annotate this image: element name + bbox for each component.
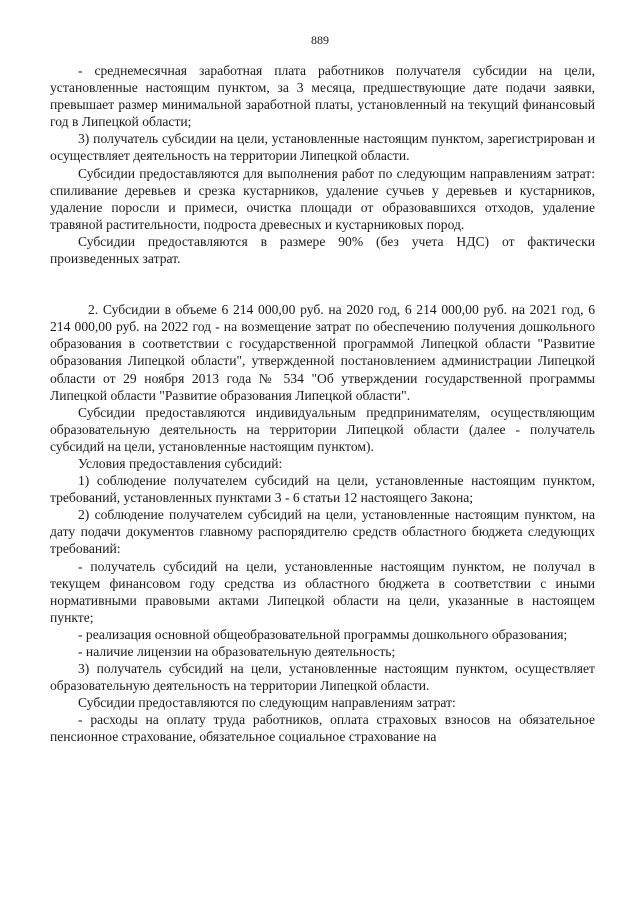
paragraph-condition-3: 3) получатель субсидий на цели, установленные настоящим пунктом, осуществляет образовательную деятельность на территории Липецкой области. [50, 661, 595, 694]
paragraph-recipients: Субсидии предоставляются индивидуальным предпринимателям, осуществляющим образовательную деятельность на территории Липецкой области (далее - получатель субсидий на цели, установленные настоящим пунктом). [50, 404, 595, 454]
page-number: 889 [311, 33, 329, 47]
document-body [50, 62, 595, 746]
paragraph-condition-2: 2) соблюдение получателем субсидий на цели, установленные настоящим пунктом, на дату подачи документов главному распорядителю средств областного бюджета следующих требований: [50, 507, 595, 557]
paragraph-subsidy-amount: Субсидии предоставляются в размере 90% (без учета НДС) от фактически произведенных затрат. [50, 233, 595, 267]
paragraph-registration-condition: 3) получатель субсидии на цели, установленные настоящим пунктом, зарегистрирован и осуществляет деятельность на территории Липецкой области. [50, 131, 595, 164]
paragraph-average-salary-condition: - среднемесячная заработная плата работников получателя субсидии на цели, установленные настоящим пунктом, за 3 месяца, предшествующие дате подачи заявки, превышает размер минимальной заработной платы, установленный на текущий финансовый год в Липецкой области; [50, 63, 595, 130]
paragraph-condition-1: 1) соблюдение получателем субсидий на цели, установленные настоящим пунктом, требований, установленных пунктами 3 - 6 статьи 12 настоящего Закона; [50, 473, 595, 506]
paragraph-requirement-license: - наличие лицензии на образовательную деятельность; [78, 644, 396, 659]
paragraph-requirement-program: - реализация основной общеобразовательной программы дошкольного образования; [78, 626, 568, 642]
paragraph-works-directions: Субсидии предоставляются для выполнения работ по следующим направлениям затрат: спиливание деревьев и срезка кустарников, удаление сучьев у деревьев и кустарников, удаление поросли и примеси, очистка площади от образовавшихся отходов, удаление травяной растительности, подроста древесных и кустарниковых пород. [50, 165, 595, 232]
paragraph-labor-costs: - расходы на оплату труда работников, оплата страховых взносов на обязательное пенсионное страхование, обязательное социальное страхование на [50, 712, 595, 745]
paragraph-requirement-no-other-funds: - получатель субсидий на цели, установленные настоящим пунктом, не получал в текущем финансовом году средства из областного бюджета в соответствии с иными нормативными правовыми актами Липецкой области на цели, указанные в настоящем пункте; [50, 558, 595, 625]
paragraph-conditions-heading: Условия предоставления субсидий: [78, 455, 283, 471]
paragraph-item-2-preschool-subsidies: 2. Субсидии в объеме 6 214 000,00 руб. на 2020 год, 6 214 000,00 руб. на 2021 год, 6 214 000,00 руб. на 2022 год - на возмещение затрат по обеспечению получения дошкольного образования в соответствии с государственной программой Липецкой области "Развитие образования Липецкой области", утвержденной постановлением администрации Липецкой области от 29 ноября 2013 года № 534 "Об утверждении государственной программы Липецкой области "Развитие образования Липецкой области". [50, 302, 595, 403]
paragraph-cost-directions-heading: Субсидии предоставляются по следующим направлениям затрат: [78, 695, 456, 711]
